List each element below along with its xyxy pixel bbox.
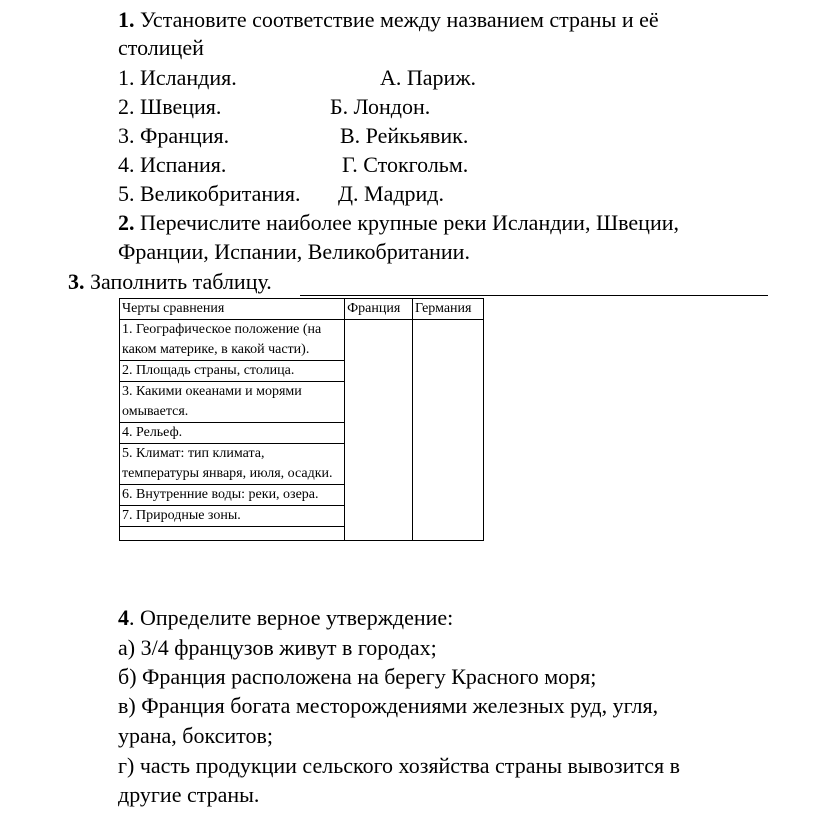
task4-instruction: 4. Определите верное утверждение: bbox=[118, 605, 454, 630]
country-item: 2. Швеция. bbox=[118, 94, 222, 119]
divider-line bbox=[300, 295, 768, 296]
table-feature-cell: 7. Природные зоны. bbox=[120, 506, 345, 527]
capital-item: Д. Мадрид. bbox=[338, 181, 444, 206]
capital-item: А. Париж. bbox=[380, 65, 477, 90]
country-item: 5. Великобритания. bbox=[118, 181, 301, 206]
table-empty-cell bbox=[120, 527, 345, 541]
task2-instruction-cont: Франции, Испании, Великобритании. bbox=[118, 239, 470, 264]
option-item: б) Франция расположена на берегу Красного моря; bbox=[118, 664, 597, 689]
table-feature-cell: 1. Географическое положение (на каком материке, в какой части). bbox=[120, 320, 345, 361]
table-row bbox=[120, 320, 484, 361]
option-item-cont: другие страны. bbox=[118, 782, 260, 807]
option-item: в) Франция богата месторождениями железных руд, угля, bbox=[118, 693, 659, 718]
comparison-table bbox=[119, 298, 484, 541]
task1-instruction: 1. Установите соответствие между названием страны и её bbox=[118, 7, 659, 32]
country-item: 4. Испания. bbox=[118, 152, 227, 177]
country-item: 3. Франция. bbox=[118, 123, 230, 148]
capital-item: В. Рейкьявик. bbox=[340, 123, 469, 148]
capital-item: Г. Стокгольм. bbox=[342, 152, 469, 177]
table-feature-cell: 2. Площадь страны, столица. bbox=[120, 361, 345, 382]
task2-instruction: 2. Перечислите наиболее крупные реки Исландии, Швеции, bbox=[118, 210, 679, 235]
capital-item: Б. Лондон. bbox=[330, 94, 431, 119]
task1-instruction-cont: столицей bbox=[118, 35, 204, 60]
table-header-cell: Германия bbox=[413, 299, 484, 320]
table-header-cell: Черты сравнения bbox=[120, 299, 345, 320]
table-feature-cell: 3. Какими океанами и морями омывается. bbox=[120, 382, 345, 423]
table-feature-cell: 6. Внутренние воды: реки, озера. bbox=[120, 485, 345, 506]
table-answer-cell-france[interactable] bbox=[345, 320, 413, 541]
table-feature-cell: 4. Рельеф. bbox=[120, 423, 345, 444]
table-answer-cell-germany[interactable] bbox=[413, 320, 484, 541]
table-feature-cell: 5. Климат: тип климата, температуры января, июля, осадки. bbox=[120, 444, 345, 485]
table-header-row bbox=[120, 299, 484, 320]
country-item: 1. Исландия. bbox=[118, 65, 237, 90]
table-header-cell: Франция bbox=[345, 299, 413, 320]
option-item: г) часть продукции сельского хозяйства страны вывозится в bbox=[118, 753, 681, 778]
task3-instruction: 3. Заполнить таблицу. bbox=[68, 269, 272, 294]
option-item: а) 3/4 французов живут в городах; bbox=[118, 635, 437, 660]
option-item-cont: урана, бокситов; bbox=[118, 723, 273, 748]
